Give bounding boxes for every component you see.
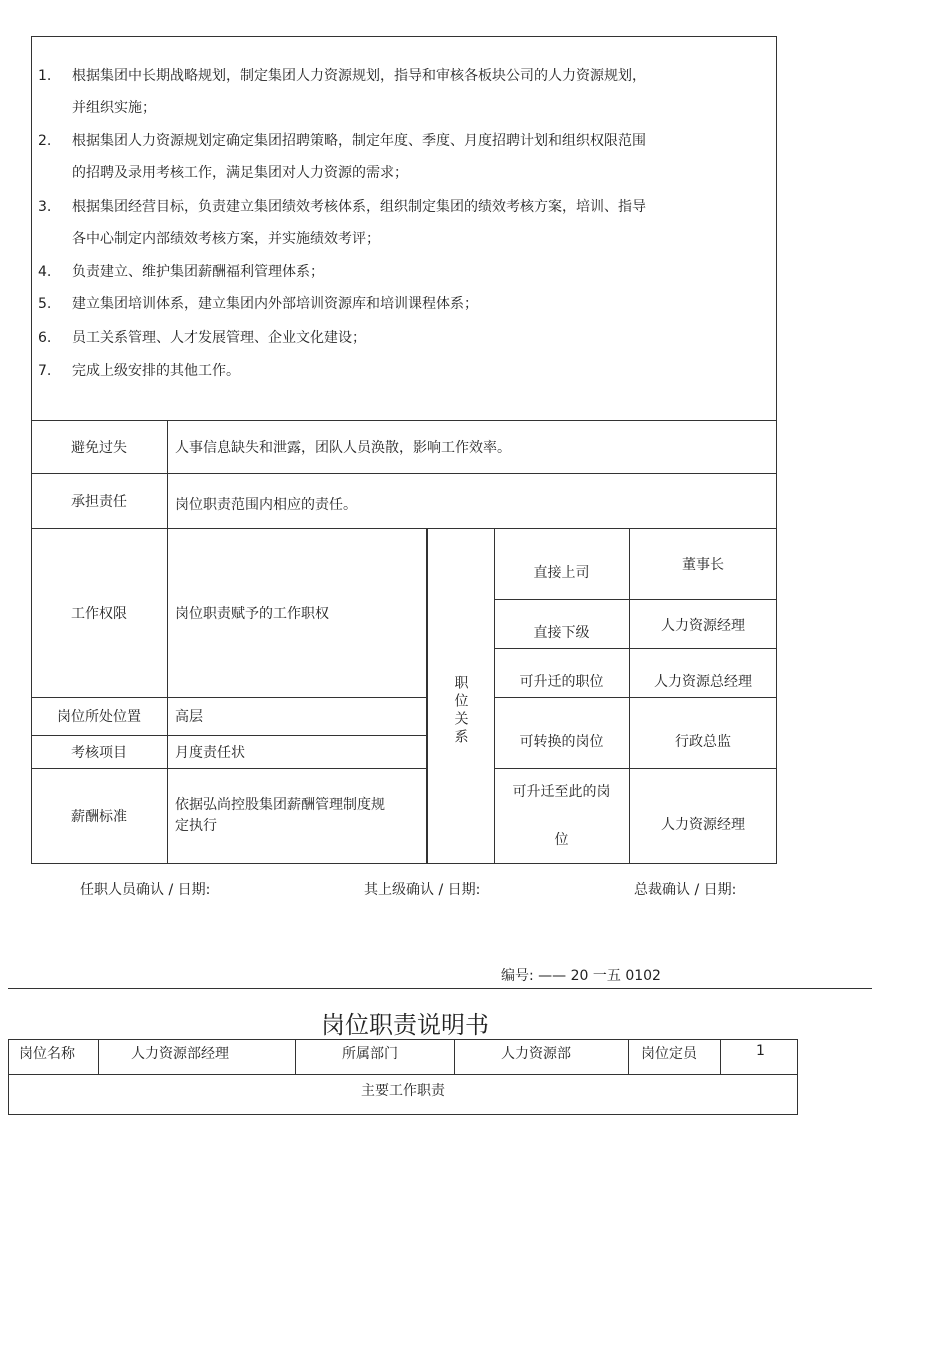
duty-number: 4. [38,264,52,280]
col-divider [295,1039,296,1074]
duty-text: 负责建立、维护集团薪酬福利管理体系； [72,264,324,280]
responsibility-value: 岗位职责范围内相应的责任。 [175,496,357,513]
duty-item-4 [38,263,718,283]
col-divider [167,420,168,864]
relation-label-subordinate: 直接下级 [533,624,590,641]
relation-label-transfer: 可转换的岗位 [519,733,604,750]
document-title: 岗位职责说明书 [321,1011,489,1039]
col-divider [454,1039,455,1074]
avoid-value: 人事信息缺失和泄露，团队人员涣散，影响工作效率。 [175,439,511,456]
authority-label: 工作权限 [71,605,127,622]
assessment-label: 考核项目 [71,744,127,761]
duty-text: 根据集团经营目标，负责建立集团绩效考核体系，组织制定集团的绩效考核方案，培训、指导 [72,199,646,215]
duties-header: 主要工作职责 [361,1083,445,1099]
duty-item-7 [38,362,718,382]
signature-employee: 任职人员确认 / 日期: [80,882,211,898]
responsibility-label: 承担责任 [71,493,127,510]
position-name-label: 岗位名称 [19,1046,75,1062]
relations-header [427,528,494,864]
duty-item-6 [38,329,718,349]
relation-label-promote-to: 可升迁至此的岗位 [512,784,611,848]
duty-number: 3. [38,199,52,215]
assessment-value: 月度责任状 [175,744,245,761]
signature-supervisor: 其上级确认 / 日期: [364,882,481,898]
duty-text: 根据集团中长期战略规划，制定集团人力资源规划，指导和审核各板块公司的人力资源规划， [72,68,646,84]
duty-number: 5. [38,296,52,312]
duty-text: 完成上级安排的其他工作。 [72,363,240,379]
duty-number: 7. [38,363,52,379]
signature-president: 总裁确认 / 日期: [634,882,737,898]
duty-number: 1. [38,68,52,84]
position-level-label: 岗位所处位置 [57,709,141,725]
duty-item-1 [38,67,718,117]
avoid-label: 避免过失 [71,439,127,456]
col-divider [98,1039,99,1074]
department-value: 人力资源部 [501,1046,571,1062]
duty-number: 6. [38,330,52,346]
page-separator [8,988,872,989]
duty-text-continued: 并组织实施； [72,100,156,116]
position-name-value: 人力资源部经理 [131,1046,229,1062]
row-divider [8,1074,798,1075]
duty-text: 员工关系管理、人才发展管理、企业文化建设； [72,330,366,346]
duty-item-5 [38,295,718,315]
relation-value-promotion: 人力资源总经理 [654,673,752,690]
duty-text: 根据集团人力资源规划定确定集团招聘策略，制定年度、季度、月度招聘计划和组织权限范围 [72,133,646,149]
col-divider [628,1039,629,1074]
salary-label: 薪酬标准 [71,809,127,825]
relation-value-subordinate: 人力资源经理 [661,618,745,634]
document-number: 编号: —— 20 一五 0102 [501,968,661,984]
duty-item-2 [38,132,718,182]
authority-value: 岗位职责赋予的工作职权 [175,605,329,622]
headcount-label: 岗位定员 [641,1046,697,1062]
duty-text-continued: 的招聘及录用考核工作，满足集团对人力资源的需求； [72,165,408,181]
headcount-value: 1 [756,1043,765,1059]
relation-value-promote-to: 人力资源经理 [661,817,745,833]
duty-text-continued: 各中心制定内部绩效考核方案，并实施绩效考评； [72,231,380,247]
relations-header-text: 职位关系 [452,675,469,747]
salary-value: 依据弘尚控股集团薪酬管理制度规定执行 [175,797,385,834]
department-label: 所属部门 [342,1046,398,1062]
col-divider [720,1039,721,1074]
duty-item-3 [38,198,718,248]
relation-value-transfer: 行政总监 [675,733,731,750]
relation-label-promotion: 可升迁的职位 [519,673,604,690]
relation-value-superior: 董事长 [682,556,724,573]
duty-text: 建立集团培训体系，建立集团内外部培训资源库和培训课程体系； [72,296,478,312]
position-level-value: 高层 [175,709,203,725]
duty-number: 2. [38,133,52,149]
relation-label-superior: 直接上司 [533,564,590,581]
